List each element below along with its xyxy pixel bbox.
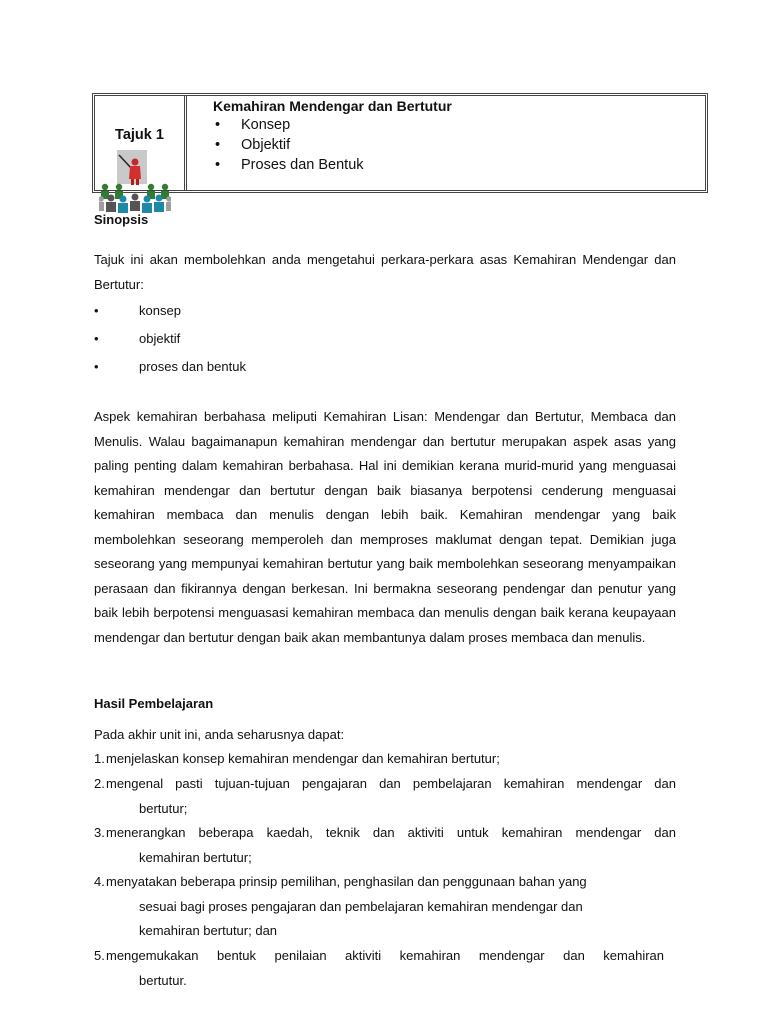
- synopsis-paragraph: Aspek kemahiran berbahasa meliputi Kemahiran Lisan: Mendengar dan Bertutur, Membaca dan Menulis. Walau bagaimanapun kemahiran mendengar dan bertutur merupakan aspek asas yang paling penting dalam kemahiran berbahasa. Hal ini demikian kerana murid-murid yang menguasai kemahiran mendengar dan bertutur dengan baik biasanya berpotensi cenderung menguasai kemahiran membaca dan menulis dengan lebih baik. Kemahiran mendengar yang baik membolehkan seseorang memperoleh dan memproses maklumat dengan tepat. Demikian juga seseorang yang mempunyai kemahiran bertutur yang baik membolehkan seseorang menyampaikan perasaan dan fikirannya dengan berkesan. Ini bermakna seseorang pendengar dan penutur yang baik lebih berpotensi menguasasi kemahiran membaca dan menulis dengan baik kerana keupayaan mendengar dan bertutur dengan baik akan membantunya dalam proses membaca dan menulis.: [94, 409, 676, 645]
- topic-item: • Konsep: [213, 115, 697, 135]
- topic-items-list: [213, 115, 697, 175]
- topic-item: • Objektif: [213, 135, 697, 155]
- synopsis-heading: Sinopsis: [94, 212, 149, 227]
- topic-label-cell: [95, 96, 187, 190]
- topic-header-box: [92, 93, 708, 193]
- bullet-icon: •: [94, 331, 99, 346]
- outcomes-intro: Pada akhir unit ini, anda seharusnya dapat:: [94, 727, 345, 742]
- bullet-icon: •: [94, 359, 99, 374]
- topic-item: • Proses dan Bentuk: [213, 155, 697, 175]
- synopsis-intro: Tajuk ini akan membolehkan anda mengetahui perkara-perkara asas Kemahiran Mendengar dan Bertutur:: [94, 252, 676, 292]
- outcomes-heading: Hasil Pembelajaran: [94, 696, 214, 711]
- topic-label: Tajuk 1: [115, 127, 164, 143]
- bullet-icon: •: [94, 303, 99, 318]
- document-page: Tajuk 1 Kemahiran Mendengar dan Bertutur • Konsep • Objektif • Proses dan Bentuk Sinopsis Tajuk ini akan membolehkan anda mengetahui perkara-perkara asas Kemahiran Mendengar dan Bertutur: • konsep • objektif • proses dan bentuk Aspek kemahiran berbahasa meliputi Kemahiran Lisan: Mendengar dan Bertutur, Membaca dan Menulis. Walau bagaimanapun kemahiran mendengar dan bertutur merupakan aspek asas yang paling penting dalam kemahiran berbahasa. Hal ini demikian kerana murid-murid yang menguasai kemahiran mendengar dan bertutur dengan baik biasanya berpotensi cenderung menguasai kemahiran membaca dan menulis dengan lebih baik. Kemahiran mendengar yang baik membolehkan seseorang memperoleh dan memproses maklumat dengan tepat. Demikian juga seseorang yang mempunyai kemahiran bertutur yang baik membolehkan seseorang menyampaikan perasaan dan fikirannya dengan berkesan. Ini bermakna seseorang pendengar dan penutur yang baik lebih berpotensi menguasasi kemahiran membaca dan menulis dengan baik kerana keupayaan mendengar dan bertutur dengan baik akan membantunya dalam proses membaca dan menulis. Hasil Pembelajaran Pada akhir unit ini, anda seharusnya dapat: 1. menjelaskan konsep kemahiran mendengar dan kemahiran bertutur; 2. mengenal pasti tujuan-tujuan pengajaran dan pembelajaran kemahiran mendengar dan bertutur; 3. menerangkan beberapa kaedah, teknik dan aktiviti untuk kemahiran mendengar dan kemahiran bertutur; 4. menyatakan beberapa prinsip pemilihan, penghasilan dan penggunaan bahan yang sesuai bagi proses pengajaran dan pembelajaran kemahiran mendengar dan kemahiran bertutur; dan 5. mengemukakan bentuk penilaian aktiviti kemahiran mendengar dan kemahiran bertutur.: [0, 0, 768, 1024]
- topic-title: Kemahiran Mendengar dan Bertutur: [213, 98, 452, 114]
- topic-content-cell: [213, 97, 697, 175]
- teacher-classroom-icon: [99, 149, 171, 219]
